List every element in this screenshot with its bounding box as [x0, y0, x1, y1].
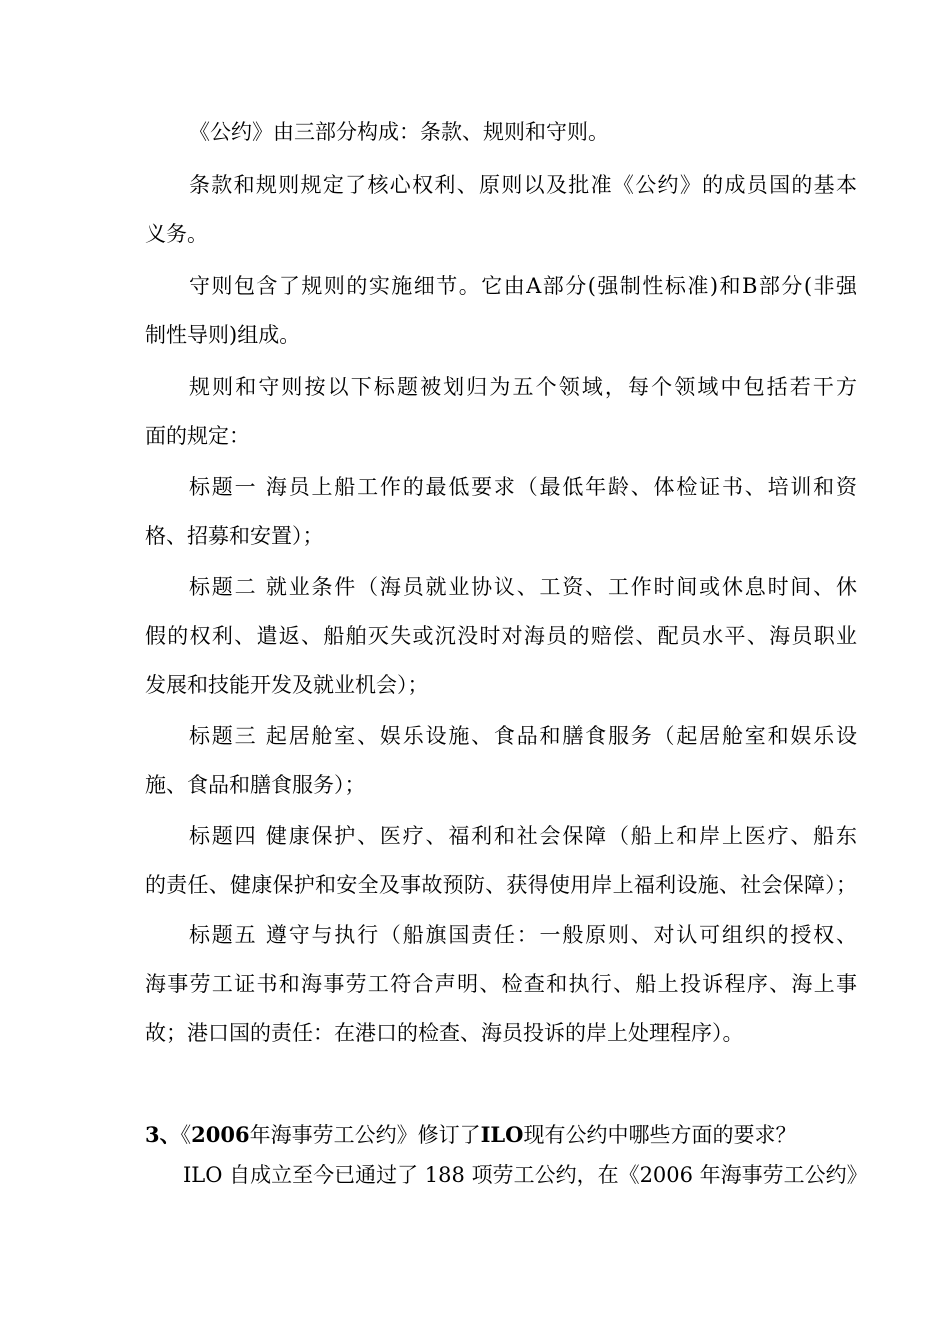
paragraph-line: 义务。	[145, 222, 208, 246]
paragraph-line: 标题四 健康保护、医疗、福利和社会保障（船上和岸上医疗、船东	[189, 824, 857, 848]
paragraph-line: 《公约》由三部分构成：条款、规则和守则。	[189, 120, 609, 144]
paragraph-line: 条款和规则规定了核心权利、原则以及批准《公约》的成员国的基本	[189, 173, 857, 197]
question-heading	[145, 1120, 857, 1150]
paragraph-line: 标题二 就业条件（海员就业协议、工资、工作时间或休息时间、休	[189, 575, 857, 599]
paragraph-line: 规则和守则按以下标题被划归为五个领域，每个领域中包括若干方	[189, 375, 857, 399]
paragraph-line: 面的规定：	[145, 424, 250, 448]
paragraph-line: 标题三 起居舱室、娱乐设施、食品和膳食服务（起居舱室和娱乐设	[189, 724, 857, 748]
paragraph-line: 故；港口国的责任：在港口的检查、海员投诉的岸上处理程序）。	[145, 1021, 744, 1045]
paragraph-line: 海事劳工证书和海事劳工符合声明、检查和执行、船上投诉程序、海上事	[145, 972, 857, 996]
answer-line: ILO 自成立至今已通过了 188 项劳工公约，在《2006 年海事劳工公约》	[183, 1163, 868, 1187]
question-year: 2006	[191, 1122, 250, 1147]
paragraph-line: 标题一 海员上船工作的最低要求（最低年龄、体检证书、培训和资	[189, 475, 857, 499]
paragraph-line: 格、招募和安置）；	[145, 524, 324, 548]
paragraph-line: 假的权利、遣返、船舶灭失或沉没时对海员的赔偿、配员水平、海员职业	[145, 624, 857, 648]
question-text-mid: 年海事劳工公约》修订了	[249, 1123, 481, 1147]
paragraph-line: 标题五 遵守与执行（船旗国责任：一般原则、对认可组织的授权、	[189, 923, 857, 947]
question-text-end: 现有公约中哪些方面的要求？	[523, 1123, 797, 1147]
paragraph-line: 发展和技能开发及就业机会）；	[145, 673, 429, 697]
question-ilo: ILO	[480, 1122, 524, 1147]
question-number: 3、	[145, 1122, 181, 1147]
paragraph-line: 的责任、健康保护和安全及事故预防、获得使用岸上福利设施、社会保障）；	[145, 873, 857, 897]
question-text-open: 《	[180, 1123, 192, 1147]
paragraph-line: 制性导则)组成。	[145, 323, 301, 347]
paragraph-line: 守则包含了规则的实施细节。它由A部分(强制性标准)和B部分(非强	[189, 274, 857, 298]
paragraph-line: 施、食品和膳食服务）；	[145, 773, 366, 797]
